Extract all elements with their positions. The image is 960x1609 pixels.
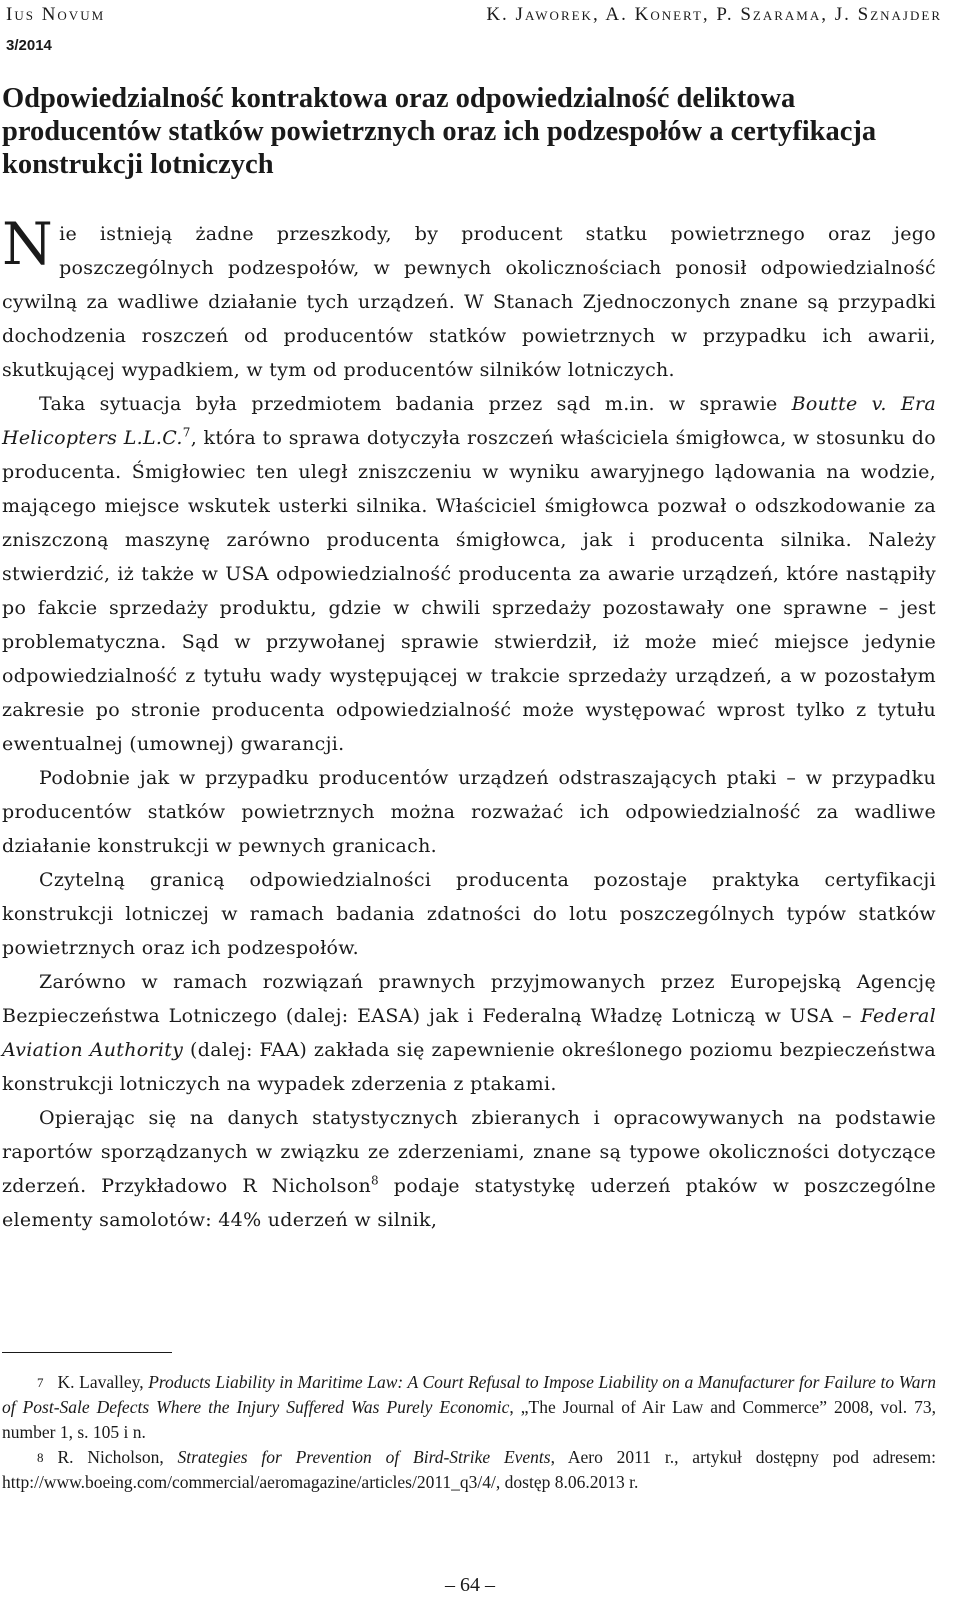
paragraph-5-text-b: (dalej: FAA) zakłada się zapewnienie określonego poziomu bezpieczeństwa konstrukcji lotniczych na wypadek zderzenia z ptakami. bbox=[2, 1039, 937, 1095]
article-title: Odpowiedzialność kontraktowa oraz odpowiedzialność deliktowa producentów statków powietrznych oraz ich podzespołów a certyfikacja konstrukcji lotniczych bbox=[2, 83, 877, 180]
footnote-ref-7[interactable]: 7 bbox=[182, 425, 191, 440]
footnote-8-title: Strategies for Prevention of Bird-Strike Events bbox=[177, 1447, 551, 1467]
footnote-8-number: 8 bbox=[37, 1450, 44, 1465]
faa-name: Federal Aviation Authority bbox=[2, 1005, 936, 1061]
footnote-7-number: 7 bbox=[37, 1375, 44, 1390]
footnote-7-title: Products Liability in Maritime Law: A Court Refusal to Impose Liability on a Manufacturer for Failure to Warn of Post-Sale Defects Where the Injury Suffered Was Purely Economic bbox=[2, 1372, 937, 1417]
page-number: – 64 – bbox=[445, 1574, 495, 1596]
footnotes bbox=[2, 1370, 936, 1495]
article-body bbox=[2, 210, 937, 1237]
footnote-ref-8[interactable]: 8 bbox=[371, 1173, 379, 1188]
paragraph-2 bbox=[2, 387, 936, 761]
footnote-7 bbox=[2, 1370, 936, 1445]
drop-cap: N bbox=[2, 210, 54, 278]
paragraph-4: Czytelną granicą odpowiedzialności producenta pozostaje praktyka certyfikacji konstrukcji lotniczej w ramach badania zdatności do lotu poszczególnych typów statków powietrznych oraz ich podzespołów. bbox=[2, 869, 936, 959]
footnote-divider bbox=[2, 1352, 172, 1353]
paragraph-3: Podobnie jak w przypadku producentów urządzeń odstraszających ptaki – w przypadku producentów statków powietrznych można rozważać ich odpowiedzialność za wadliwe działanie konstrukcji w pewnych granicach. bbox=[2, 767, 936, 857]
journal-name: Ius Novum bbox=[6, 4, 106, 25]
paragraph-6-text-b: podaje statystykę uderzeń ptaków w poszczególne elementy samolotów: 44% uderzeń w silnik, bbox=[2, 1175, 936, 1231]
paragraph-6-text-a: Opierając się na danych statystycznych zbieranych i opracowywanych na podstawie raportów sporządzanych w związku ze zderzeniami, znane są typowe okoliczności dotyczące zderzeń. Przykładowo R Nicholson bbox=[2, 1107, 936, 1197]
paragraph-1 bbox=[2, 210, 936, 387]
case-name: Boutte v. Era Helicopters L.L.C. bbox=[2, 393, 936, 449]
paragraph-2-text-a: Taka sytuacja była przedmiotem badania przez sąd m.in. w sprawie bbox=[39, 393, 792, 415]
paragraph-6 bbox=[2, 1101, 936, 1237]
footnote-8 bbox=[2, 1445, 936, 1495]
paragraph-2-text-b: , która to sprawa dotyczyła roszczeń właściciela śmigłowca, w stosunku do producenta. Śmigłowiec ten uległ zniszczeniu w wyniku awaryjnego lądowania na wodzie, mającego miejsce wskutek usterki silnika. Właściciel śmigłowca pozwał o odszkodowanie za zniszczoną maszynę zarówno producenta śmigłowca, jak i producenta silnika. Należy stwierdzić, iż także w USA odpowiedzialność producenta za awarie urządzeń, które nastąpiły po fakcie sprzedaży produktu, gdzie w chwili sprzedaży pozostawały one sprawne – jest problematyczna. Sąd w przywołanej sprawie stwierdził, iż może mieć miejsce jedynie odpowiedzialność z tytułu wady występującej w trakcie sprzedaży urządzeń, a w pozostałym zakresie po stronie producenta odpowiedzialność może występować wprost tylko z tytułu ewentualnej (umownej) gwarancji. bbox=[2, 427, 936, 755]
footnote-8-rest: , Aero 2011 r., artykuł dostępny pod adresem: http://www.boeing.com/commercial/aeromagazine/articles/2011_q3/4/, dostęp 8.06.2013 r. bbox=[2, 1447, 936, 1492]
issue-number: 3/2014 bbox=[6, 37, 52, 54]
running-head-authors: K. Jaworek, A. Konert, P. Szarama, J. Sznajder bbox=[486, 4, 942, 25]
footnote-8-author: R. Nicholson, bbox=[57, 1447, 178, 1467]
paragraph-5 bbox=[2, 965, 936, 1101]
paragraph-5-text-a: Zarówno w ramach rozwiązań prawnych przyjmowanych przez Europejską Agencję Bezpieczeństwa Lotniczego (dalej: EASA) jak i Federalną Władzę Lotniczą w USA – bbox=[2, 971, 936, 1027]
footnote-7-rest: , „The Journal of Air Law and Commerce” 2008, vol. 73, number 1, s. 105 i n. bbox=[2, 1397, 936, 1442]
running-head bbox=[6, 4, 942, 28]
footnote-7-author: K. Lavalley, bbox=[57, 1372, 149, 1392]
paragraph-1-text: ie istnieją żadne przeszkody, by producent statku powietrznego oraz jego poszczególnych podzespołów, w pewnych okolicznościach ponosił odpowiedzialność cywilną za wadliwe działanie tych urządzeń. W Stanach Zjednoczonych znane są przypadki dochodzenia roszczeń od producentów statków powietrznych w przypadku ich awarii, skutkującej wypadkiem, w tym od producentów silników lotniczych. bbox=[2, 223, 936, 381]
